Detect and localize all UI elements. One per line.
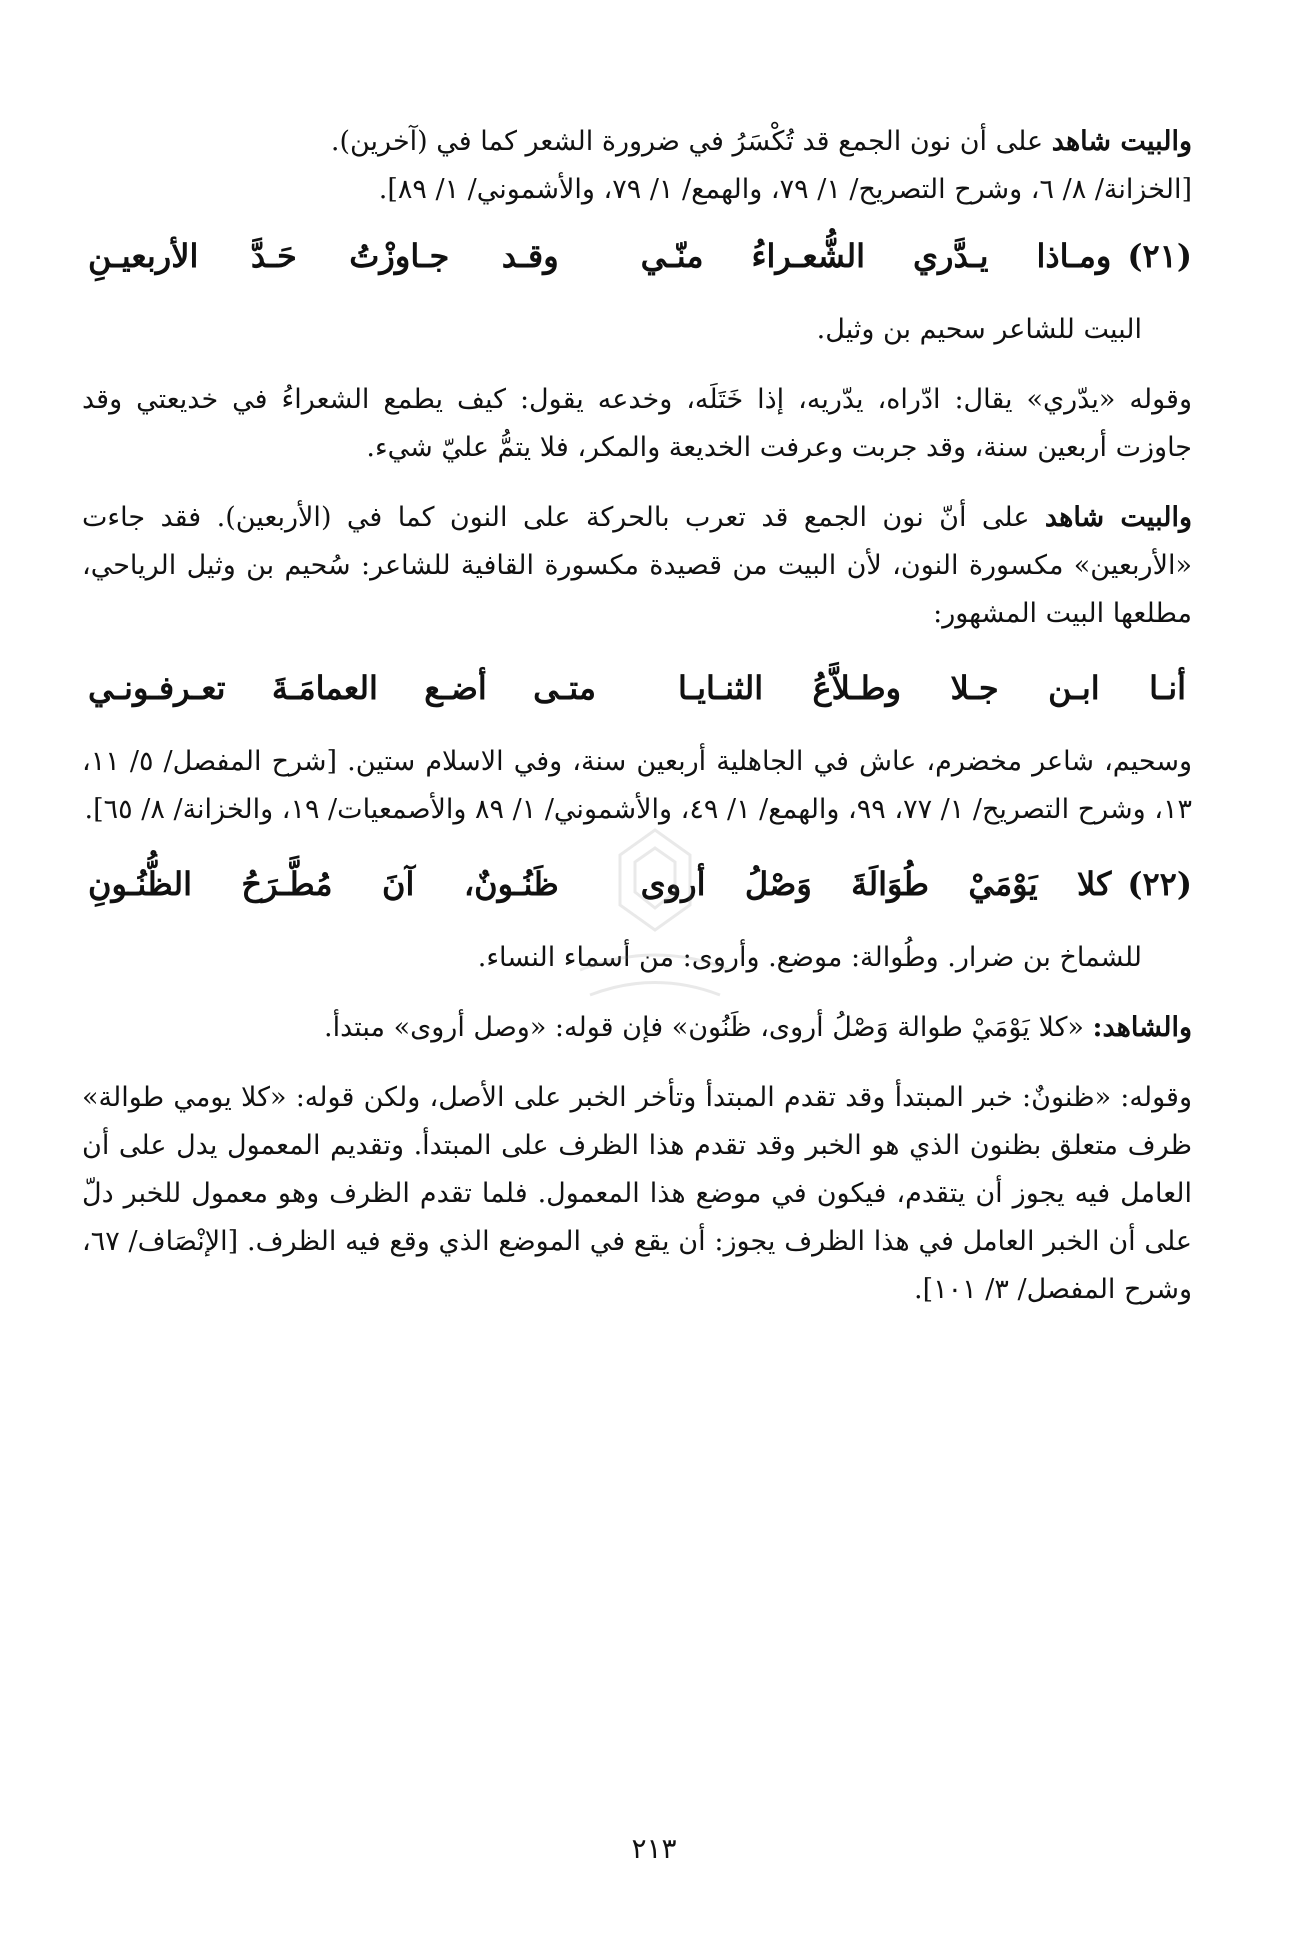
witness-text: على أن نون الجمع قد تُكْسَرُ في ضرورة الشعر كما في (آخرين). <box>330 126 1052 157</box>
paragraph-explanation: وقوله «يدّري» يقال: ادّراه، يدّريه، إذا خَتَلَه، وخدعه يقول: كيف يطمع الشعراءُ في خديعتي وقد جاوزت أربعين سنة، وقد جربت وعرفت الخديعة والمكر، فلا يتمُّ عليّ شيء. <box>82 384 1192 463</box>
paragraph-witness-1 <box>82 118 1192 214</box>
verse-second-hemistich: ظَنُـونٌ، آنَ مُطَّـرَحُ الظُّنُـونِ <box>88 865 559 903</box>
verse-first-hemistich: ومـاذا يـدَّري الشُّعـراءُ منّـي <box>640 237 1112 275</box>
paragraph-poet-note: للشماخ بن ضرار. وطُوالة: موضع. وأروى: من أسماء النساء. <box>477 942 1142 973</box>
verse-second-hemistich: وقـد جـاوزْتُ حَـدَّ الأربعيـنِ <box>88 237 559 275</box>
verse-second-hemistich: متـى أضـع العمامَـةَ تعـرفـونـي <box>88 669 596 707</box>
verse-first-hemistich: أنـا ابـن جـلا وطـلاَّعُ الثنـايـا <box>678 669 1186 707</box>
verse-21 <box>82 228 1192 284</box>
paragraph-biography: وسحيم، شاعر مخضرم، عاش في الجاهلية أربعين سنة، وفي الاسلام ستين. [شرح المفصل/ ٥/ ١١، ١٣، وشرح التصريح/ ١/ ٧٧، ٩٩، والهمع/ ١/ ٤٩، والأشموني/ ١/ ٨٩ والأصمعيات/ ١٩، والخزانة/ ٨/ ٦٥]. <box>82 746 1192 825</box>
verse-first-hemistich: كلا يَوْمَيْ طُوَالَةَ وَصْلُ أروى <box>640 865 1112 903</box>
library-watermark-icon <box>560 820 750 1020</box>
witness-lead: والشاهد: <box>1092 1012 1192 1043</box>
page-body <box>82 118 1192 1336</box>
verse-number: (٢١) <box>1127 237 1192 275</box>
witness-text: على أنّ نون الجمع قد تعرب بالحركة على النون كما في (الأربعين). فقد جاءت «الأربعين» مكسورة النون، لأن البيت من قصيدة مكسورة القافية للشاعر: سُحيم بن وثيل الرياحي، مطلعها البيت المشهور: <box>82 502 1192 629</box>
verse-number: (٢٢) <box>1127 865 1192 903</box>
paragraph-witness-2 <box>82 494 1192 638</box>
witness-lead: والبيت شاهد <box>1044 502 1192 533</box>
witness-text: «كلا يَوْمَيْ طوالة وَصْلُ أروى، ظَنُون» فإن قوله: «وصل أروى» مبتدأ. <box>324 1012 1093 1043</box>
witness-lead: والبيت شاهد <box>1051 126 1192 157</box>
paragraph-attribution: البيت للشاعر سحيم بن وثيل. <box>816 314 1142 345</box>
paragraph-grammar-analysis: وقوله: «ظنونٌ: خبر المبتدأ وقد تقدم المبتدأ وتأخر الخبر على الأصل، ولكن قوله: «كلا يومي طوالة» ظرف متعلق بظنون الذي هو الخبر وقد تقدم هذا الظرف على المبتدأ. وتقديم المعمول يدل على أن العامل فيه يجوز أن يتقدم، فيكون في موضع هذا المعمول. فلما تقدم الظرف وهو معمول للخبر دلّ على أن الخبر العامل في هذا الظرف يجوز: أن يقع في الموضع الذي وقع فيه الظرف. [الإنْصَاف/ ٦٧، وشرح المفصل/ ٣/ ١٠١]. <box>82 1082 1192 1305</box>
page-number: ٢١٣ <box>631 1832 677 1865</box>
reference-text: [الخزانة/ ٨/ ٦، وشرح التصريح/ ١/ ٧٩، والهمع/ ١/ ٧٩، والأشموني/ ١/ ٨٩]. <box>378 174 1192 205</box>
verse-famous <box>82 660 1192 716</box>
